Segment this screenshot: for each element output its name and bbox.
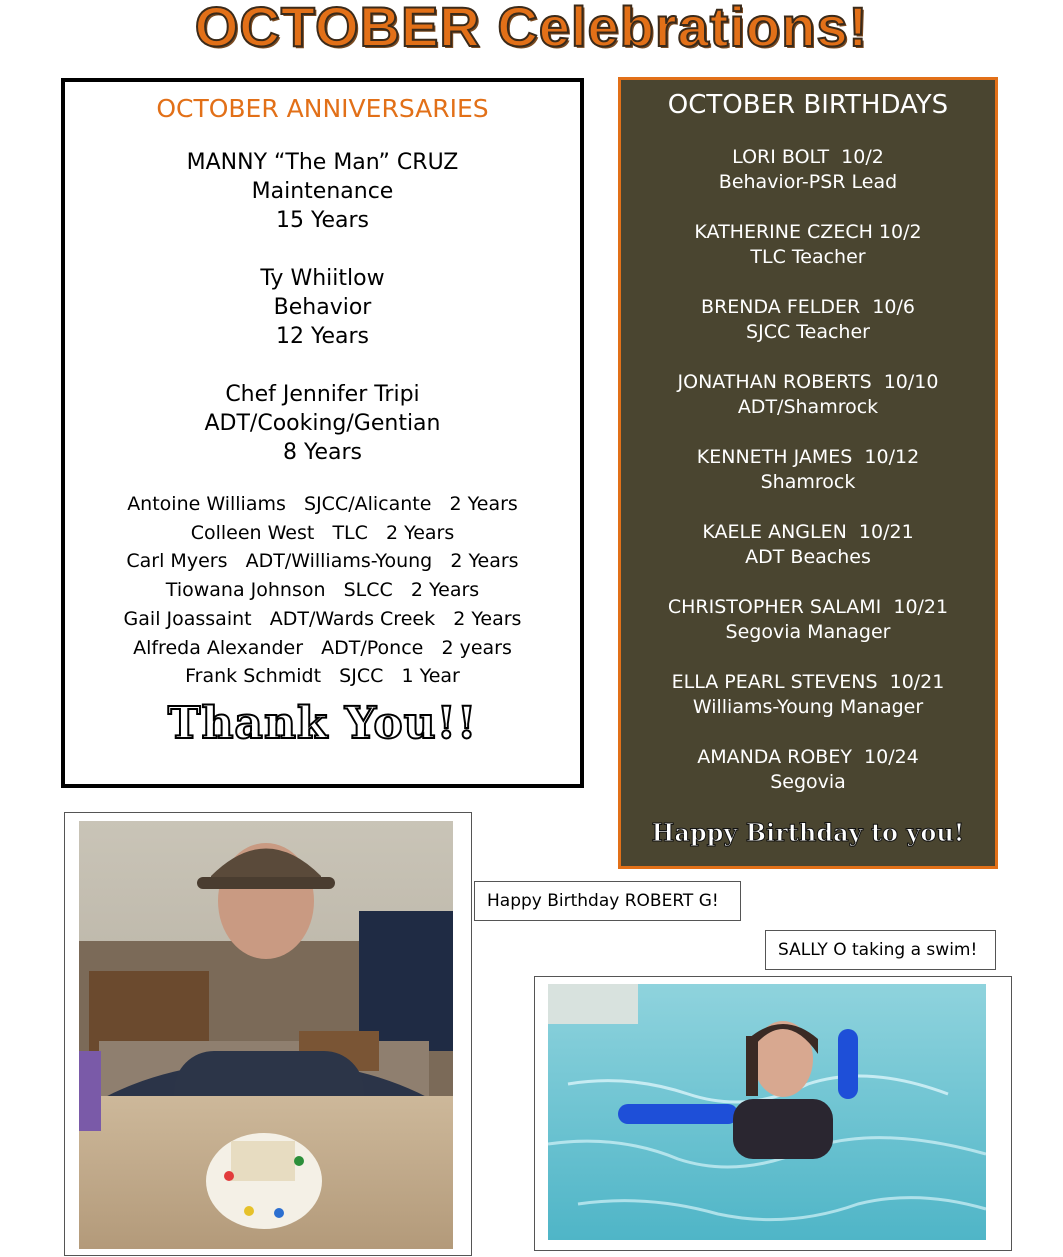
anniversary-entry <box>65 148 580 235</box>
anniversary-years: 8 Years <box>282 440 363 465</box>
birthday-name: JONATHAN ROBERTS 10/10 <box>677 371 939 393</box>
birthday-role: Segovia Manager <box>725 620 891 643</box>
list-item <box>621 745 995 820</box>
birthday-name: BRENDA FELDER 10/6 <box>701 296 915 318</box>
list-item <box>621 445 995 520</box>
anniversary-name: Chef Jennifer Tripi <box>225 382 420 407</box>
list-item: Frank Schmidt SJCC 1 Year <box>185 665 460 688</box>
happy-birthday-text: Happy Birthday to you! <box>651 818 965 847</box>
list-item: Gail Joassaint ADT/Wards Creek 2 Years <box>123 607 522 630</box>
list-item <box>621 145 995 220</box>
robert-photo-frame <box>64 812 472 1256</box>
birthday-role: ADT/Shamrock <box>737 395 879 418</box>
sally-photo-frame <box>534 976 1012 1251</box>
birthday-list <box>621 145 995 820</box>
list-item: Carl Myers ADT/Williams-Young 2 Years <box>126 550 519 573</box>
birthday-role: Behavior-PSR Lead <box>718 170 898 193</box>
birthday-name: KENNETH JAMES 10/12 <box>696 446 920 468</box>
anniversary-entry <box>65 264 580 351</box>
list-item: Colleen West TLC 2 Years <box>190 521 455 544</box>
birthday-name: CHRISTOPHER SALAMI 10/21 <box>667 596 949 618</box>
list-item: Tiowana Johnson SLCC 2 Years <box>165 579 480 602</box>
anniversary-dept: Maintenance <box>251 179 394 204</box>
anniversary-dept: Behavior <box>273 295 372 320</box>
birthday-role: Shamrock <box>760 470 856 493</box>
list-item <box>621 220 995 295</box>
birthdays-heading: OCTOBER BIRTHDAYS <box>667 90 949 120</box>
list-item <box>621 520 995 595</box>
birthday-role: ADT Beaches <box>745 545 871 568</box>
list-item <box>621 595 995 670</box>
birthday-name: AMANDA ROBEY 10/24 <box>697 746 919 768</box>
list-item: Alfreda Alexander ADT/Ponce 2 years <box>133 636 512 659</box>
birthdays-panel <box>618 77 998 869</box>
anniversaries-panel <box>61 78 584 788</box>
list-item <box>621 370 995 445</box>
birthday-role: Segovia <box>770 770 846 793</box>
birthday-name: LORI BOLT 10/2 <box>732 146 884 168</box>
robert-caption: Happy Birthday ROBERT G! <box>474 881 741 921</box>
list-item: Antoine Williams SJCC/Alicante 2 Years <box>127 493 518 515</box>
anniversary-name: Ty Whiitlow <box>260 266 385 291</box>
robert-photo <box>79 821 453 1249</box>
birthday-name: KAELE ANGLEN 10/21 <box>702 521 914 543</box>
anniversary-entry <box>65 380 580 467</box>
list-item <box>621 295 995 370</box>
anniversary-list <box>65 490 580 691</box>
anniversaries-heading: OCTOBER ANNIVERSARIES <box>156 94 489 123</box>
list-item <box>621 670 995 745</box>
birthday-role: Williams-Young Manager <box>692 695 924 718</box>
page-title: OCTOBER Celebrations! <box>194 0 869 58</box>
thank-you-text: Thank You!! <box>167 698 478 749</box>
anniversary-name: MANNY “The Man” CRUZ <box>186 150 459 175</box>
anniversary-years: 12 Years <box>275 324 370 349</box>
birthday-name: KATHERINE CZECH 10/2 <box>694 221 922 243</box>
anniversary-years: 15 Years <box>275 208 370 233</box>
sally-photo <box>548 984 986 1240</box>
anniversary-dept: ADT/Cooking/Gentian <box>204 411 441 436</box>
birthday-name: ELLA PEARL STEVENS 10/21 <box>671 671 945 693</box>
birthday-role: TLC Teacher <box>750 245 866 268</box>
birthday-role: SJCC Teacher <box>746 320 870 343</box>
sally-caption: SALLY O taking a swim! <box>765 930 996 970</box>
